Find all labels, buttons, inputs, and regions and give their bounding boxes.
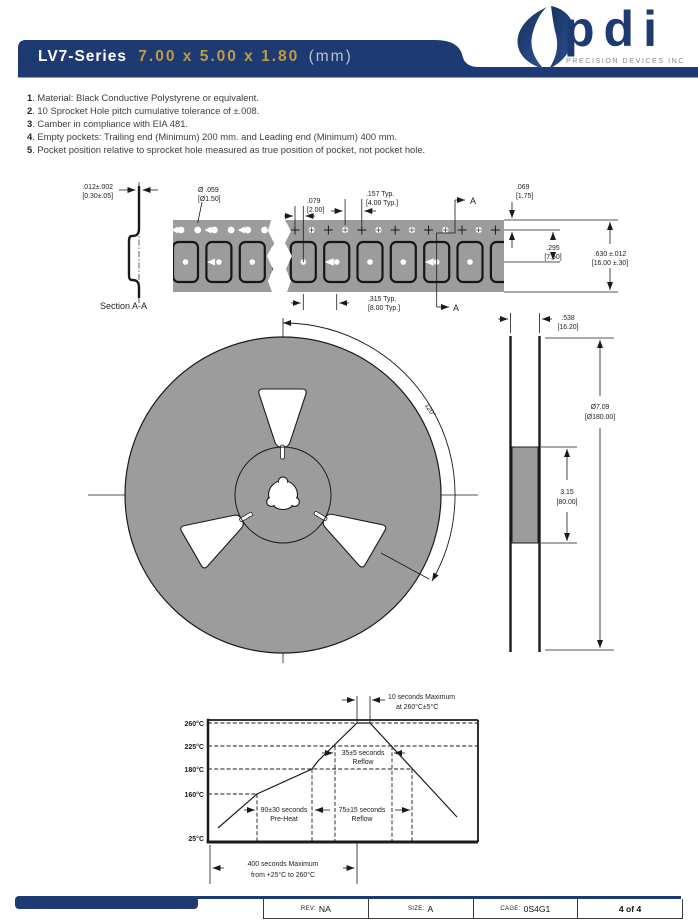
- preheat-line2: Pre-Heat: [270, 816, 298, 823]
- dim-hub-length: [541, 447, 578, 543]
- note-text: . Pocket position relative to sprocket hole measured as true position of pocket, not pocket hole.: [32, 143, 426, 155]
- spoke-angle-label: 120°: [422, 402, 437, 419]
- peak-line2: at 260°C±5°C: [396, 704, 439, 711]
- title-block-table: [263, 899, 683, 919]
- section-aa-view: [82, 182, 158, 311]
- reflow-peak-line2: Reflow: [352, 759, 374, 766]
- dim-hole-offset-mm: [2.00]: [307, 207, 325, 214]
- annotation-reflow-peak: [322, 747, 405, 766]
- ytick-225: 225°C: [184, 744, 204, 751]
- tape-cross-section: [129, 186, 139, 298]
- section-aa-label: Section A-A: [100, 301, 148, 311]
- rev-value: NA: [318, 903, 331, 914]
- dim-reel-dia-in: Ø7.09: [590, 404, 610, 411]
- dim-hole-pitch: [331, 191, 398, 225]
- series-name: LV7-Series: [38, 48, 127, 65]
- dim-tape-thickness-in: .012±.002: [82, 184, 113, 191]
- cage-cell: [473, 899, 578, 918]
- series-dimensions: 7.00 x 5.00 x 1.80: [138, 48, 300, 65]
- section-mark-top: A: [470, 196, 477, 206]
- dim-hub-len-mm: [80.00]: [556, 499, 578, 506]
- page-cell: [577, 899, 682, 918]
- dim-hole-pitch-mm: [4.00 Typ.]: [366, 200, 399, 207]
- peak-line1: 10 seconds Maximum: [388, 694, 456, 701]
- section-mark-bottom: A: [453, 303, 460, 313]
- ytick-180: 180°C: [184, 767, 204, 774]
- pdi-logo-tagline: PRECISION DEVICES INC: [566, 56, 685, 65]
- dim-reel-diameter: [545, 338, 615, 650]
- page-number: 4 of 4: [618, 903, 642, 914]
- note-5: [27, 144, 425, 157]
- note-number: 3: [27, 117, 33, 129]
- size-cell: [368, 899, 473, 918]
- note-number: 5: [27, 143, 33, 155]
- dim-tape-width-in: .630 ±.012: [593, 251, 627, 258]
- footer-accent-bar: [15, 896, 198, 909]
- cage-value: 0S4G1: [523, 903, 551, 914]
- note-4: [27, 131, 425, 144]
- ytick-160: 160°C: [184, 792, 204, 799]
- reel-front-view: [88, 318, 478, 663]
- dim-hole-dia-mm: [Ø1.50]: [198, 196, 221, 203]
- note-3: [27, 118, 425, 131]
- annotation-reflow: [336, 803, 410, 823]
- dim-hole-offset-in: .079: [307, 198, 321, 205]
- dim-pocket-pitch-in: .315 Typ.: [368, 296, 397, 303]
- note-2: [27, 105, 425, 118]
- reel-hub-side: [512, 447, 538, 543]
- dim-edge-margin-in: .069: [516, 184, 530, 191]
- dim-pocket-pitch-mm: [8.00 Typ.]: [368, 305, 401, 312]
- note-number: 1: [27, 92, 33, 103]
- reflow-line2: Reflow: [351, 816, 373, 823]
- size-value: A: [427, 903, 434, 914]
- tape-top-view: [171, 184, 628, 313]
- rev-cell: [264, 899, 368, 918]
- note-number: 2: [27, 104, 33, 116]
- cage-label: CAGE:: [500, 905, 521, 912]
- notes-list: [27, 92, 425, 157]
- reel-side-view: [498, 313, 615, 652]
- dim-reel-width-mm: [16.20]: [557, 324, 579, 331]
- annotation-total-time: [210, 842, 357, 884]
- dim-tape-width-mm: [16.00 ±.30]: [591, 260, 629, 267]
- size-label: SIZE:: [408, 905, 425, 912]
- page-title: [38, 48, 353, 66]
- total-line2: from +25°C to 260°C: [251, 872, 315, 879]
- annotation-peak: [342, 694, 455, 723]
- reflow-line1: 75±15 seconds: [338, 807, 386, 814]
- note-1: [27, 92, 425, 105]
- dim-pocket-center-in: .295: [546, 245, 560, 252]
- dim-reel-width: [498, 313, 579, 333]
- rev-label: REV:: [300, 905, 316, 912]
- note-number: 4: [27, 130, 33, 142]
- note-text: . Material: Black Conductive Polystyrene or equivalent.: [32, 92, 259, 103]
- note-text: . Camber in compliance with EIA 481.: [32, 117, 189, 129]
- reflow-profile-chart: [184, 694, 478, 884]
- dim-hub-len-in: 3.15: [560, 489, 574, 496]
- dim-tape-width: [504, 222, 628, 292]
- dim-hole-dia-in: Ø .059: [198, 187, 219, 194]
- preheat-line1: 90±30 seconds: [260, 807, 308, 814]
- note-text: . Empty pockets: Trailing end (Minimum) 200 mm. and Leading end (Minimum) 400 mm.: [32, 130, 397, 142]
- dim-tape-thickness-mm: [0.30±.05]: [82, 193, 113, 200]
- note-text: . 10 Sprocket Hole pitch cumulative tolerance of ±.008.: [32, 104, 260, 116]
- dim-edge-margin-mm: [1.75]: [516, 193, 534, 200]
- dim-pocket-center-mm: [7.50]: [544, 254, 562, 261]
- dim-edge-margin: [504, 184, 618, 248]
- dim-pocket-pitch: [291, 294, 400, 312]
- dim-hole-diameter: [198, 187, 221, 223]
- series-unit: (mm): [308, 48, 353, 65]
- dim-pocket-center: [504, 232, 562, 262]
- ytick-260: 260°C: [184, 721, 204, 728]
- dim-hole-pitch-in: .157 Typ.: [366, 191, 395, 198]
- technical-drawings: [0, 170, 698, 892]
- pdi-logo-wordmark: pdi: [564, 1, 666, 57]
- dim-reel-dia-mm: [Ø180.00]: [584, 414, 616, 421]
- total-line1: 400 seconds Maximum: [247, 861, 319, 868]
- reflow-peak-line1: 35±5 seconds: [341, 750, 385, 757]
- ytick-25: 25°C: [188, 836, 204, 843]
- dim-reel-width-in: .538: [561, 315, 575, 322]
